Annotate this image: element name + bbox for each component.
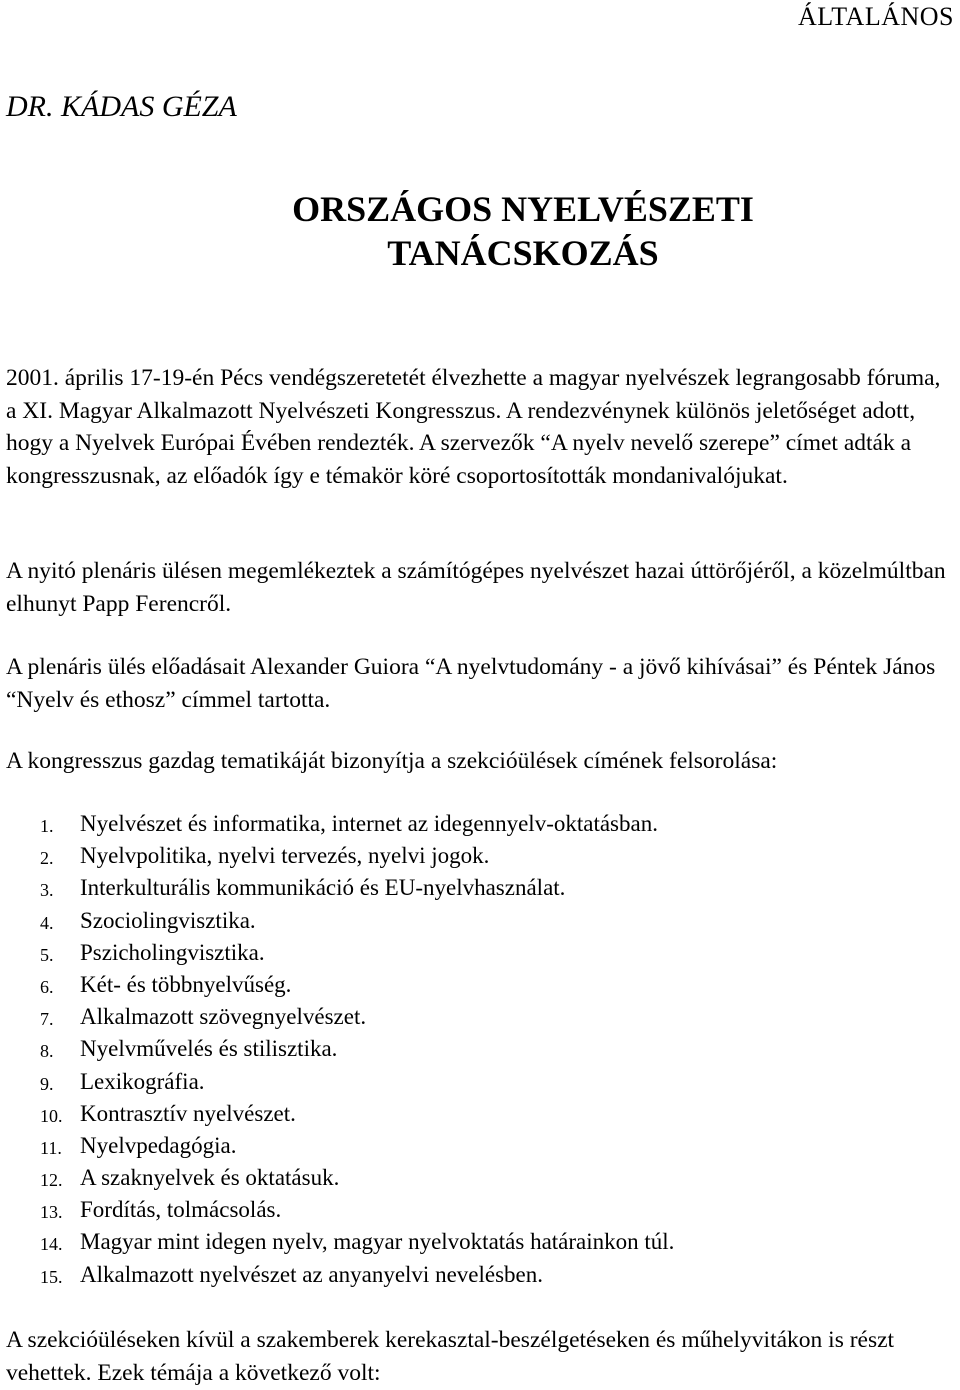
- list-item: [0, 1130, 960, 1162]
- list-item-text: Interkulturális kommunikáció és EU-nyelvhasználat.: [80, 875, 566, 901]
- list-item-number: 1.: [40, 816, 54, 836]
- list-item-number: 2.: [40, 848, 54, 869]
- list-item-number: 8.: [40, 1041, 54, 1062]
- list-item-number: 10.: [40, 1105, 63, 1126]
- list-item-text: Alkalmazott szövegnyelvészet.: [80, 1004, 367, 1030]
- list-item-text: Nyelvművelés és stilisztika.: [80, 1036, 338, 1062]
- list-item-text: A szaknyelvek és oktatásuk.: [80, 1165, 340, 1191]
- list-item: [0, 905, 960, 937]
- list-item-number: 15.: [40, 1266, 63, 1287]
- list-item-number: 7.: [40, 1009, 54, 1030]
- list-item-number: 9.: [40, 1073, 54, 1094]
- list-item: [0, 1066, 960, 1098]
- list-item: [0, 1259, 960, 1291]
- list-item: [0, 808, 960, 840]
- plenary-lectures-paragraph: A plenáris ülés előadásait Alexander Guiora “A nyelvtudomány - a jövő kihívásai” és Péntek János “Nyelv és ethosz” címmel tartotta.: [6, 654, 936, 713]
- list-item: [0, 969, 960, 1001]
- title-line-2: TANÁCSKOZÁS: [387, 233, 659, 273]
- list-item: [0, 1001, 960, 1033]
- list-item: [0, 1162, 960, 1194]
- section-category: ÁLTALÁNOS: [797, 2, 954, 31]
- intro-paragraph: 2001. április 17-19-én Pécs vendégszeretetét élvezhette a magyar nyelvészek legrangosabb fóruma, a XI. Magyar Alkalmazott Nyelvészeti Kongresszus. A rendezvénynek különös jeletőséget adott, hogy a Nyelvek Európai Évében rendezték. A szervezők “A nyelv nevelő szerepe” címet adták a kongresszusnak, az előadók így e témakör köré csoportosították mondanivalójukat.: [6, 365, 941, 489]
- roundtable-paragraph: A szekcióüléseken kívül a szakemberek kerekasztal-beszélgetéseken és műhelyvitákon is részt vehettek. Ezek témája a következő volt:: [6, 1327, 895, 1386]
- author-name: DR. KÁDAS GÉZA: [6, 90, 237, 123]
- list-item: [0, 937, 960, 969]
- list-item-text: Pszicholingvisztika.: [80, 939, 265, 965]
- list-item-text: Fordítás, tolmácsolás.: [80, 1197, 282, 1223]
- list-item-number: 14.: [40, 1234, 63, 1255]
- list-item: [0, 872, 960, 904]
- list-item: [0, 1033, 960, 1065]
- list-item-text: Két- és többnyelvűség.: [80, 971, 292, 997]
- list-item: [0, 840, 960, 872]
- title-line-1: ORSZÁGOS NYELVÉSZETI: [292, 189, 754, 229]
- plenary-opening-paragraph: A nyitó plenáris ülésen megemlékeztek a számítógépes nyelvészet hazai úttörőjéről, a közelmúltban elhunyt Papp Ferencről.: [6, 558, 946, 617]
- list-item-number: 4.: [40, 912, 54, 933]
- section-list: [0, 808, 960, 1291]
- list-item-number: 5.: [40, 944, 54, 965]
- article-title: [0, 187, 960, 275]
- list-item: [0, 1194, 960, 1226]
- list-item-number: 6.: [40, 976, 54, 997]
- list-item-text: Alkalmazott nyelvészet az anyanyelvi nevelésben.: [80, 1261, 543, 1287]
- list-item-number: 13.: [40, 1202, 63, 1223]
- list-item-number: 12.: [40, 1170, 63, 1191]
- list-item: [0, 1098, 960, 1130]
- list-item-text: Nyelvpedagógia.: [80, 1132, 237, 1158]
- list-item-number: 11.: [40, 1137, 62, 1158]
- sections-intro-paragraph: A kongresszus gazdag tematikáját bizonyítja a szekcióülések címének felsorolása:: [6, 748, 778, 774]
- list-item-text: Kontrasztív nyelvészet.: [80, 1100, 296, 1126]
- list-item: [0, 1226, 960, 1258]
- list-item-text: Szociolingvisztika.: [80, 907, 256, 933]
- list-item-text: Magyar mint idegen nyelv, magyar nyelvoktatás határainkon túl.: [80, 1229, 675, 1255]
- list-item-number: 3.: [40, 880, 54, 901]
- list-item-text: Lexikográfia.: [80, 1068, 205, 1094]
- list-item-text: Nyelvészet és informatika, internet az idegennyelv-oktatásban.: [80, 811, 658, 836]
- list-item-text: Nyelvpolitika, nyelvi tervezés, nyelvi jogok.: [80, 843, 490, 869]
